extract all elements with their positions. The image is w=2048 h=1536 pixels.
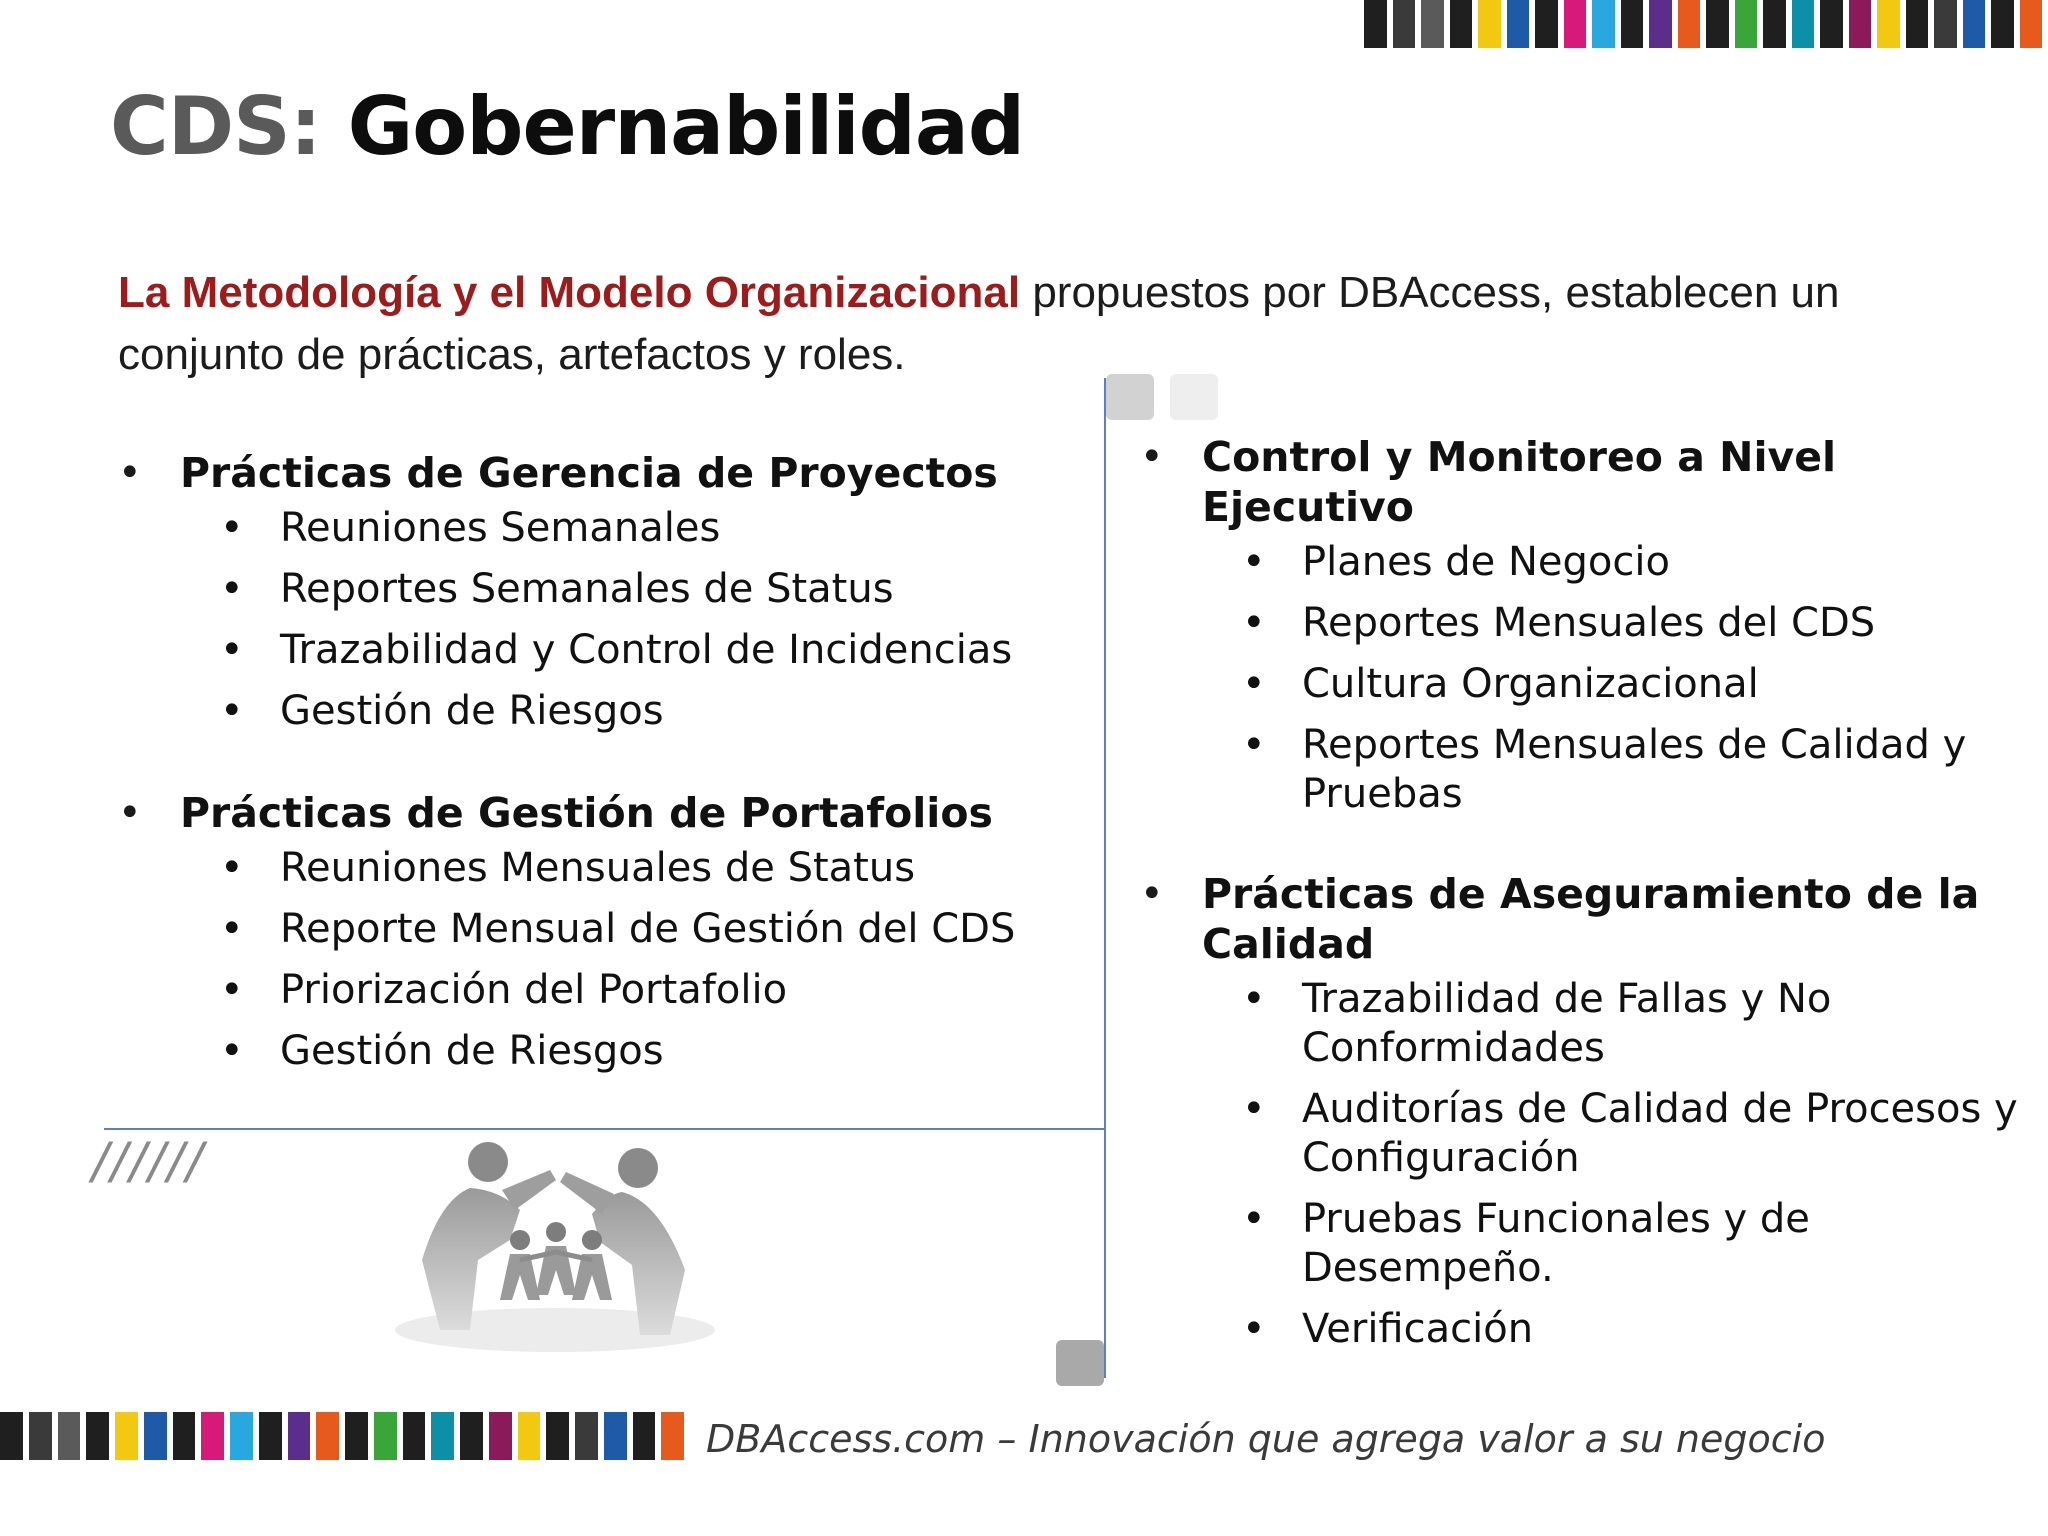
stripe [1792,0,1815,48]
item-bullet: • [220,1028,244,1074]
section-bullet: • [118,790,142,836]
item-text: Gestión de Riesgos [280,1028,664,1074]
stripe [1906,0,1929,48]
stripe [1849,0,1872,48]
item-bullet: • [1242,722,1266,768]
stripe [1564,0,1587,48]
decor-square-light [1106,374,1154,420]
item-text: Trazabilidad de Fallas y No Conformidades [1302,976,1832,1071]
item-text: Reportes Semanales de Status [280,566,894,612]
stripe [173,1412,196,1460]
section-bullet: • [1140,871,1164,917]
stripe [230,1412,253,1460]
item-bullet: • [1242,661,1266,707]
item-bullet: • [1242,1306,1266,1352]
item-bullet: • [1242,1196,1266,1242]
item-bullet: • [220,688,244,734]
item-text: Gestión de Riesgos [280,688,664,734]
item-text: Planes de Negocio [1302,539,1670,585]
list-item [1202,975,2020,1073]
stripe [86,1412,109,1460]
item-text: Reportes Mensuales de Calidad y Pruebas [1302,722,1967,817]
stripe [661,1412,684,1460]
item-bullet: • [220,845,244,891]
item-bullet: • [220,566,244,612]
item-bullet: • [220,505,244,551]
intro-highlight: La Metodología y el Modelo Organizacional [118,268,1021,317]
item-bullet: • [220,627,244,673]
stripe [1934,0,1957,48]
item-bullet: • [1242,1086,1266,1132]
stripe [1763,0,1786,48]
item-text: Auditorías de Calidad de Procesos y Configuración [1302,1086,2018,1181]
stripe [1963,0,1986,48]
stripe [1450,0,1473,48]
list-item [180,687,1078,736]
item-text: Pruebas Funcionales y de Desempeño. [1302,1196,1810,1291]
stripe [1507,0,1530,48]
section-0 [1140,432,2020,819]
stripe [1478,0,1501,48]
section-list [180,844,1078,1076]
stripe [1820,0,1843,48]
item-text: Reuniones Semanales [280,505,721,551]
item-bullet: • [1242,600,1266,646]
stripe [460,1412,483,1460]
stripe [1649,0,1672,48]
list-item [180,626,1078,675]
decor-slashes: ////// [92,1132,206,1190]
section-heading: Prácticas de Gerencia de Proyectos [180,449,998,497]
stripe [1991,0,2014,48]
left-column [118,448,1078,1088]
list-item [180,1027,1078,1076]
intro-rest: propuestos por DBAccess, establecen un conjunto de prácticas, artefactos y roles. [118,268,1840,379]
section-bullet: • [1140,434,1164,480]
decor-square-dark [1056,1340,1104,1386]
list-item [1202,538,2020,587]
stripe [316,1412,339,1460]
section-list [180,504,1078,736]
stripe [1621,0,1644,48]
decor-square-lighter [1170,374,1218,420]
list-item [180,905,1078,954]
item-text: Verificación [1302,1306,1534,1352]
item-text: Cultura Organizacional [1302,661,1759,707]
stripe [201,1412,224,1460]
stripe [0,1412,23,1460]
section-1 [1140,869,2020,1354]
stripe [633,1412,656,1460]
stripe [403,1412,426,1460]
list-item [180,844,1078,893]
title-prefix: CDS: [110,80,321,173]
stripe [2020,0,2043,48]
item-bullet: • [1242,976,1266,1022]
right-column [1140,432,2020,1366]
stripe [1678,0,1701,48]
stripe [575,1412,598,1460]
stripe [259,1412,282,1460]
item-text: Reportes Mensuales del CDS [1302,600,1876,646]
title-main: Gobernabilidad [347,80,1025,173]
stripe [29,1412,52,1460]
footer-tagline: DBAccess.com – Innovación que agrega valor a su negocio [706,1417,1826,1461]
section-list [1202,538,2020,819]
section-1 [118,788,1078,1076]
list-item [180,565,1078,614]
item-text: Reuniones Mensuales de Status [280,845,916,891]
stripe [489,1412,512,1460]
stripe [288,1412,311,1460]
section-list [1202,975,2020,1354]
section-0 [118,448,1078,736]
stripe [431,1412,454,1460]
list-item [1202,599,2020,648]
list-item [1202,1085,2020,1183]
item-text: Priorización del Portafolio [280,967,788,1013]
intro-paragraph [118,262,1968,386]
stripe [1535,0,1558,48]
stripe [144,1412,167,1460]
item-bullet: • [1242,539,1266,585]
item-text: Trazabilidad y Control de Incidencias [280,627,1013,673]
people-circle-icon [370,1130,740,1360]
stripe [58,1412,81,1460]
item-text: Reporte Mensual de Gestión del CDS [280,906,1016,952]
stripe [345,1412,368,1460]
stripe [1877,0,1900,48]
section-heading: Control y Monitoreo a Nivel Ejecutivo [1202,433,1837,531]
color-stripes-top [1364,0,2048,48]
stripe [115,1412,138,1460]
page-title [110,80,1024,173]
stripe [374,1412,397,1460]
stripe [518,1412,541,1460]
item-bullet: • [220,967,244,1013]
list-item [1202,721,2020,819]
vertical-divider [1104,378,1106,1378]
stripe [1421,0,1444,48]
section-bullet: • [118,450,142,496]
stripe [1364,0,1387,48]
list-item [1202,1195,2020,1293]
stripe [604,1412,627,1460]
stripe [1393,0,1416,48]
list-item [180,966,1078,1015]
list-item [180,504,1078,553]
stripe [1735,0,1758,48]
stripe [546,1412,569,1460]
list-item [1202,660,2020,709]
section-heading: Prácticas de Aseguramiento de la Calidad [1202,870,1980,968]
stripe [1592,0,1615,48]
section-heading: Prácticas de Gestión de Portafolios [180,789,993,837]
stripe [1706,0,1729,48]
color-stripes-bottom [0,1412,690,1460]
item-bullet: • [220,906,244,952]
list-item [1202,1305,2020,1354]
